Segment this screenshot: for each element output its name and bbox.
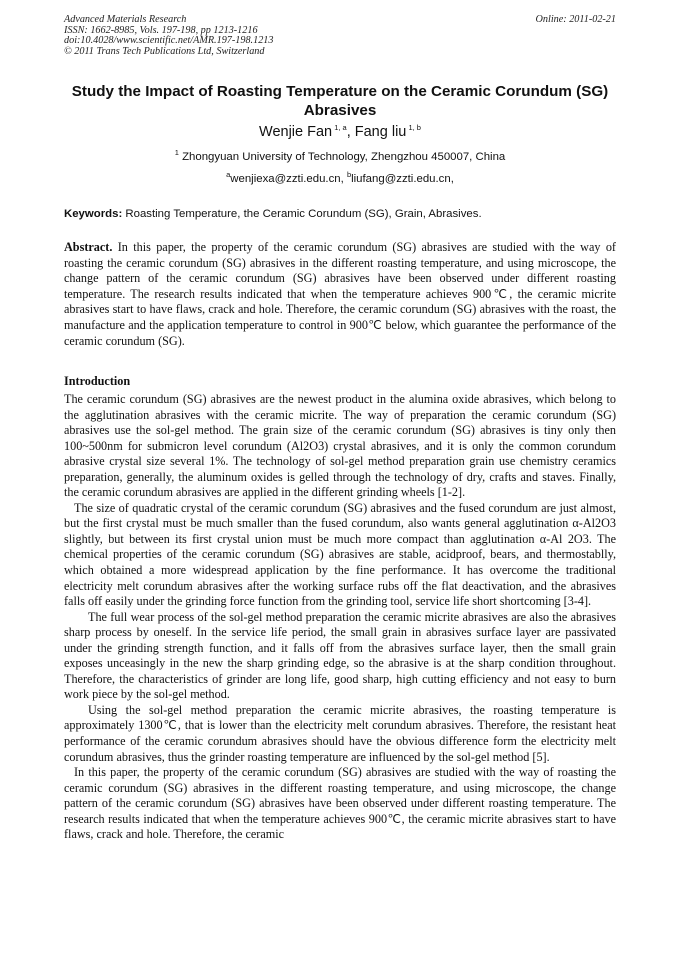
journal-header: [64, 15, 616, 57]
keywords-label: Keywords:: [64, 208, 123, 220]
email-mark: a: [226, 170, 231, 180]
body-paragraph: The full wear process of the sol-gel method preparation the ceramic micrite abrasives are also the abrasives sharp process by oneself. In the service life period, the small grain in abrasives surface layer are passivated under the grinding strength function, and it falls off from the abrasives surface layer, then the small grain exposes unceasingly in the new the sharp grinding edge, so the abrasive is at the sharp condition throughout. Therefore, the characteristics of grinder are long life, good sharp, high cutting efficiency and not easy to burn work piece by the sol-gel method.: [64, 609, 616, 702]
introduction-body: [64, 392, 616, 843]
affiliation-mark: 1: [174, 148, 179, 158]
author-name: Fang liu: [354, 124, 407, 140]
section-heading: Introduction: [64, 374, 131, 388]
abstract-text: In this paper, the property of the ceramic corundum (SG) abrasives are studied with the way of roasting the ceramic corundum (SG) abrasives in the different roasting temperature, and using microscope, the change pattern of the ceramic corundum (SG) abrasives have been observed under different roasting temperature. The research results indicated that when the temperature achieves 900℃, the ceramic micrite abrasives start to have flaws, crack and hole. Therefore, the ceramic corundum (SG) abrasives with the roast, the manufacture and the application temperature to control in 900℃ below, which guarantee the performance of the ceramic corundum (SG).: [64, 240, 616, 348]
author-separator: ,: [346, 124, 355, 140]
body-paragraph: The size of quadratic crystal of the ceramic corundum (SG) abrasives and the fused corundum are just almost, but the first crystal must be much smaller than the fused corundum, also wants general agglutination α-Al2O3 slightly, but between its first crystal union must be much more compact than agglutination α-Al 2O3. The chemical properties of the ceramic corundum (SG) abrasives are stable, acidproof, bears, and thermostablly, which obtained a more widespread application by the fine performance. It has overcome the traditional electricity melt corundum abrasives after the working surface rubs off the flat deactivation, and the abrasives falls off easily under the grinding force function from the grinding tool, service life short shortcoming [3-4].: [64, 500, 616, 609]
author-list: [64, 123, 616, 141]
journal-doi: doi:10.4028/www.scientific.net/AMR.197-198.1213: [64, 35, 274, 47]
online-date: Online: 2011-02-21: [535, 14, 616, 25]
keywords: [64, 207, 624, 221]
journal-copyright: © 2011 Trans Tech Publications Ltd, Switzerland: [64, 45, 265, 57]
affiliation: [64, 150, 616, 164]
keywords-text: Roasting Temperature, the Ceramic Corundum (SG), Grain, Abrasives.: [122, 208, 482, 220]
author-emails: [64, 172, 616, 186]
author-name: Wenjie Fan: [259, 124, 333, 140]
body-paragraph: Using the sol-gel method preparation the ceramic micrite abrasives, the roasting temperature is approximately 1300℃, that is lower than the electricity melt corundum abrasives. Therefore, the resistant heat performance of the ceramic corundum abrasives should have the obvious difference form the electricity melt corundum abrasives, thus the grinder roasting temperature are influenced by the sol-gel method [5].: [64, 702, 616, 764]
body-paragraph: The ceramic corundum (SG) abrasives are the newest product in the alumina oxide abrasives, which belong to the agglutination abrasives with the ceramic micrite. The way of preparation the ceramic corundum (SG) abrasives use the sol-gel method. The grain size of the ceramic corundum (SG) abrasives is tiny only then 100~500nm for submicron level corundum (Al2O3) crystal abrasives, and it is only the common corundum abrasive crystal size several 1%. The technology of sol-gel method preparation grain use chemistry ceramics preparation, generally, the aluminum oxides is gelled through the technology of dry, crafts and staves. Finally, the ceramic corundum abrasives are applied in the different grinding wheels [1-2].: [64, 392, 616, 500]
affiliation-text: Zhongyuan University of Technology, Zhengzhou 450007, China: [178, 151, 506, 163]
abstract: [64, 240, 616, 349]
paper-title: Study the Impact of Roasting Temperature on the Ceramic Corundum (SG) Abrasives: [71, 83, 609, 119]
journal-issn: ISSN: 1662-8985, Vols. 197-198, pp 1213-1216: [64, 24, 258, 36]
journal-name: Advanced Materials Research: [64, 14, 187, 25]
author-affiliation-mark: 1, b: [406, 123, 421, 133]
email-address: liufang@zzti.edu.cn,: [351, 173, 454, 185]
author-affiliation-mark: 1, a: [332, 123, 347, 133]
email-mark: b: [346, 170, 352, 180]
abstract-label: Abstract.: [64, 240, 113, 254]
email-address: wenjiexa@zzti.edu.cn,: [230, 173, 347, 185]
body-paragraph: In this paper, the property of the ceramic corundum (SG) abrasives are studied with the way of roasting the ceramic corundum (SG) abrasives in the different roasting temperature, and using microscope, the change pattern of the ceramic corundum (SG) abrasives have been observed under different roasting temperature. The research results indicated that when the temperature achieves 900℃, the ceramic micrite abrasives start to have flaws, crack and hole. Therefore, the ceramic: [64, 765, 616, 842]
